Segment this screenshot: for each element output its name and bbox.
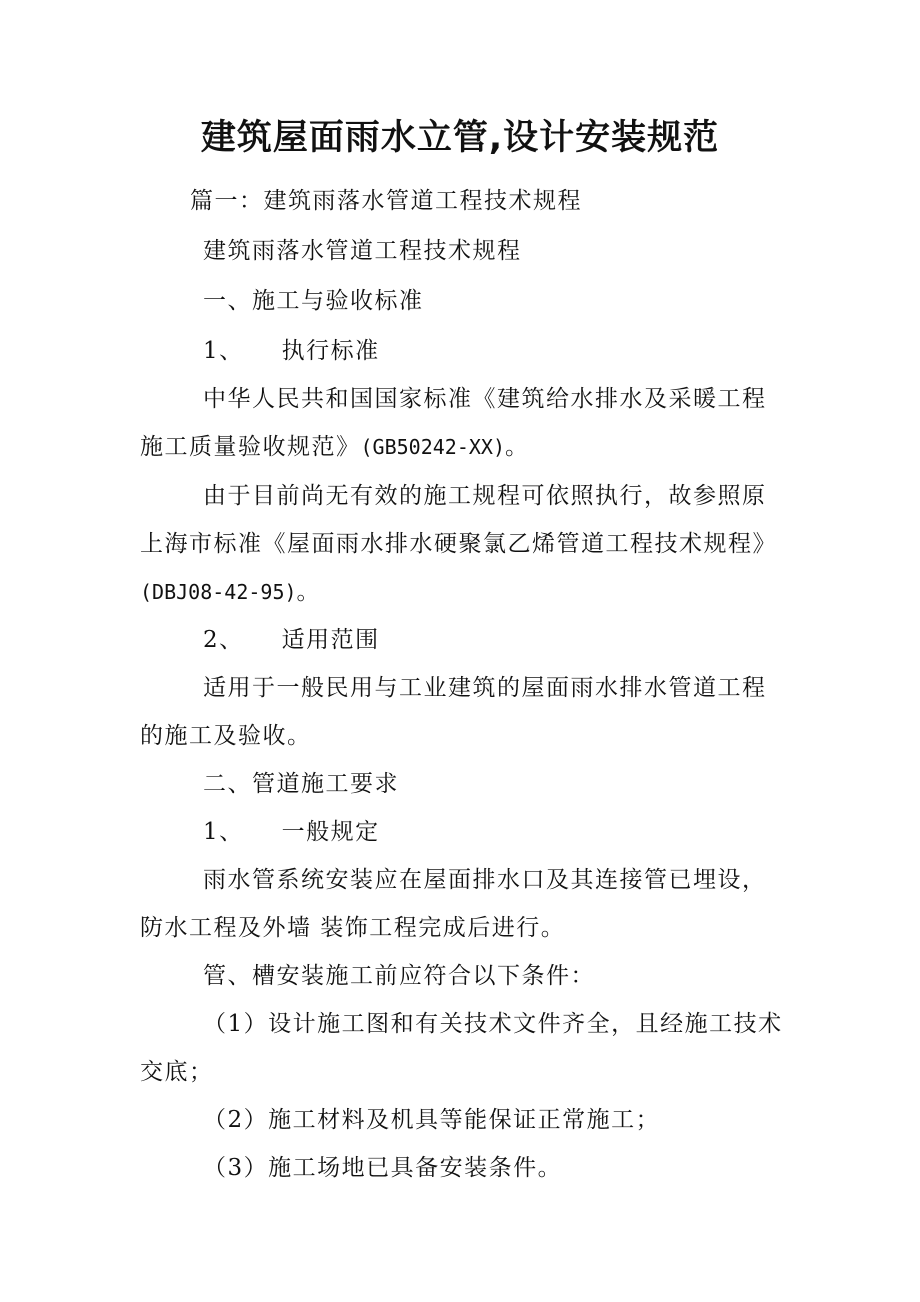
- text-run: 。: [505, 434, 530, 460]
- section-1-heading: 一、施工与验收标准: [203, 288, 424, 314]
- paragraph-line: [140, 428, 530, 461]
- document-title: 建筑屋面雨水立管,设计安装规范: [200, 118, 720, 158]
- item-number: 2、: [203, 627, 244, 653]
- standard-code: (GB50242-XX): [360, 435, 505, 459]
- section-1-item-1: [203, 332, 380, 365]
- standard-code: (DBJ08-42-95): [140, 580, 297, 604]
- item-label: 执行标准: [281, 338, 380, 364]
- chapter-heading: 篇一：建筑雨落水管道工程技术规程: [190, 188, 582, 214]
- paragraph-line: 防水工程及外墙 装饰工程完成后进行。: [140, 915, 566, 941]
- condition-item: 交底；: [140, 1059, 214, 1085]
- paragraph-line: 上海市标准《屋面雨水排水硬聚氯乙烯管道工程技术规程》: [140, 531, 777, 557]
- paragraph-line: 管、槽安装施工前应符合以下条件：: [203, 963, 595, 989]
- condition-item: （1）设计施工图和有关技术文件齐全，且经施工技术: [203, 1011, 783, 1037]
- item-number: 1、: [203, 338, 244, 364]
- item-number: 1、: [203, 819, 244, 845]
- section-2-item-1: [203, 813, 380, 846]
- paragraph-line: 中华人民共和国国家标准《建筑给水排水及采暖工程: [203, 386, 767, 412]
- text-run: 。: [296, 579, 322, 605]
- item-label: 一般规定: [281, 819, 380, 845]
- condition-item: （2）施工材料及机具等能保证正常施工；: [203, 1107, 661, 1133]
- text-run: 施工质量验收规范》: [140, 434, 361, 460]
- section-2-heading: 二、管道施工要求: [203, 771, 399, 797]
- section-1-item-2: [203, 621, 380, 654]
- condition-item: （3）施工场地已具备安装条件。: [203, 1155, 563, 1181]
- paragraph-line: 适用于一般民用与工业建筑的屋面雨水排水管道工程: [203, 675, 767, 701]
- paragraph-line: [140, 573, 321, 606]
- document-subtitle: 建筑雨落水管道工程技术规程: [203, 238, 522, 264]
- paragraph-line: 由于目前尚无有效的施工规程可依照执行，故参照原: [203, 483, 767, 509]
- paragraph-line: 的施工及验收。: [140, 723, 312, 749]
- paragraph-line: 雨水管系统安装应在屋面排水口及其连接管已埋设，: [203, 867, 767, 893]
- item-label: 适用范围: [281, 627, 380, 653]
